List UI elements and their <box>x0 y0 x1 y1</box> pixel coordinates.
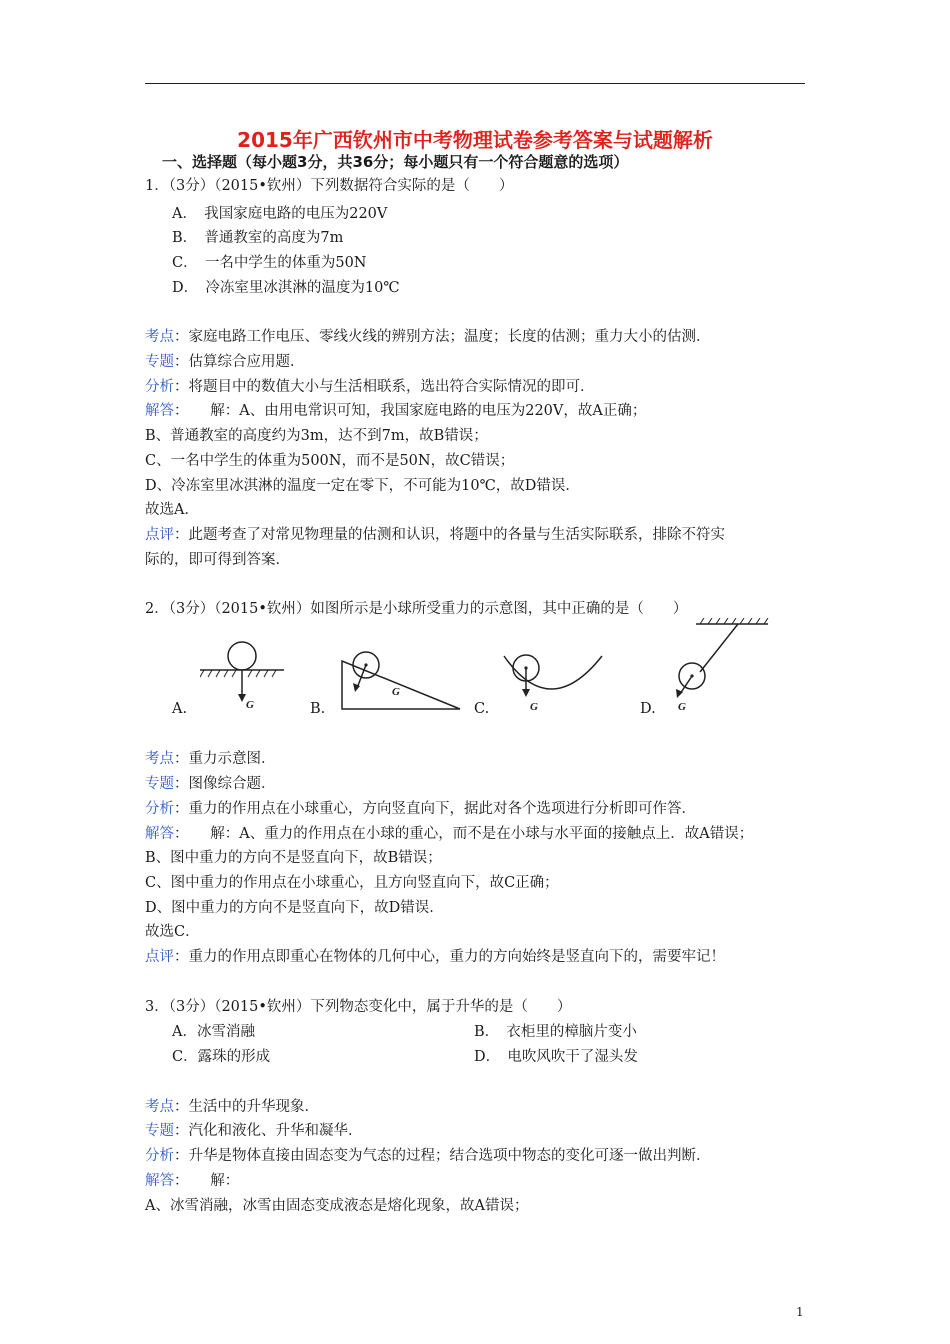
jieda-label: 解答 <box>145 1173 174 1189</box>
figure-a-diagram <box>200 630 290 715</box>
q1-option-c: C． 一名中学生的体重为50N <box>172 255 367 271</box>
dianping-label: 点评 <box>145 949 174 965</box>
q1-fenxi: 分析：将题目中的数值大小与生活相联系，选出符合实际情况的即可． <box>145 379 595 395</box>
q1-solution-line: C、一名中学生的体重为500N，而不是50N，故C错误； <box>145 453 515 469</box>
q2-fenxi: 分析：重力的作用点在小球重心，方向竖直向下，据此对各个选项进行分析即可作答． <box>145 801 696 817</box>
g-label: G <box>678 701 686 713</box>
q2-fig-a-letter: A. <box>172 701 188 717</box>
q1-solution-line: D、冷冻室里冰淇淋的温度一定在零下，不可能为10℃，故D错误． <box>145 478 580 494</box>
q1-dianping-cont: 际的，即可得到答案． <box>145 552 290 568</box>
g-label: G <box>530 701 538 713</box>
q3-option-b: B． 衣柜里的樟脑片变小 <box>474 1024 637 1040</box>
q3-fenxi: 分析：升华是物体直接由固态变为气态的过程；结合选项中物态的变化可逐一做出判断． <box>145 1148 711 1164</box>
section-heading: 一、选择题（每小题3分，共36分；每小题只有一个符合题意的选项） <box>162 153 629 171</box>
q3-option-c: C．露珠的形成 <box>172 1049 271 1065</box>
q3-kaodian: 考点：生活中的升华现象． <box>145 1099 319 1115</box>
q3-option-a: A．冰雪消融 <box>172 1024 255 1040</box>
q1-solution-line: 故选A． <box>145 502 199 518</box>
q2-solution-line: B、图中重力的方向不是竖直向下，故B错误； <box>145 850 442 866</box>
q2-jieda: 解答： 解：A、重力的作用点在小球的重心，而不是在小球与水平面的接触点上．故A错误； <box>145 826 754 842</box>
zhuanti-label: 专题 <box>145 354 174 370</box>
figure-d-diagram <box>664 618 774 718</box>
g-label: G <box>246 699 254 711</box>
q1-stem: 1．（3分）（2015•钦州）下列数据符合实际的是（ ） <box>145 178 514 194</box>
q2-solution-line: 故选C． <box>145 924 200 940</box>
kaodian-label: 考点 <box>145 329 174 345</box>
q3-solution-line: A、冰雪消融，冰雪由固态变成液态是熔化现象，故A错误； <box>145 1198 529 1214</box>
q1-option-d: D． 冷冻室里冰淇淋的温度为10℃ <box>172 280 400 296</box>
q2-fig-d-letter: D. <box>640 701 656 717</box>
q2-zhuanti: 专题：图像综合题． <box>145 776 276 792</box>
q2-fig-c-letter: C. <box>474 701 490 717</box>
q1-solution-line: B、普通教室的高度约为3m，达不到7m，故B错误； <box>145 428 488 444</box>
dianping-label: 点评 <box>145 527 174 543</box>
kaodian-label: 考点 <box>145 751 174 767</box>
fenxi-label: 分析 <box>145 1148 174 1164</box>
page-title: 2015年广西钦州市中考物理试卷参考答案与试题解析 <box>237 128 713 152</box>
q3-option-d: D． 电吹风吹干了湿头发 <box>474 1049 638 1065</box>
figure-c-diagram <box>498 650 608 715</box>
jieda-label: 解答 <box>145 826 174 842</box>
g-label: G <box>392 686 400 698</box>
q3-jieda: 解答： 解： <box>145 1173 240 1189</box>
fenxi-label: 分析 <box>145 801 174 817</box>
kaodian-label: 考点 <box>145 1099 174 1115</box>
zhuanti-label: 专题 <box>145 1123 174 1139</box>
q1-dianping: 点评：此题考查了对常见物理量的估测和认识，将题中的各量与生活实际联系，排除不符实 <box>145 527 725 543</box>
zhuanti-label: 专题 <box>145 776 174 792</box>
jieda-label: 解答 <box>145 403 174 419</box>
figure-b-diagram <box>336 645 466 715</box>
q3-stem: 3．（3分）（2015•钦州）下列物态变化中，属于升华的是（ ） <box>145 999 572 1015</box>
q2-dianping: 点评：重力的作用点即重心在物体的几何中心，重力的方向始终是竖直向下的，需要牢记！ <box>145 949 725 965</box>
q2-solution-line: C、图中重力的作用点在小球重心，且方向竖直向下，故C正确； <box>145 875 559 891</box>
header-rule <box>145 83 805 84</box>
q1-option-a: A． 我国家庭电路的电压为220V <box>172 206 388 222</box>
page-number: 1 <box>796 1305 804 1319</box>
q1-jieda: 解答： 解：A、由用电常识可知，我国家庭电路的电压为220V，故A正确； <box>145 403 647 419</box>
q1-kaodian: 考点：家庭电路工作电压、零线火线的辨别方法；温度；长度的估测；重力大小的估测． <box>145 329 711 345</box>
q1-zhuanti: 专题：估算综合应用题． <box>145 354 305 370</box>
q2-solution-line: D、图中重力的方向不是竖直向下，故D错误． <box>145 900 444 916</box>
q2-fig-b-letter: B. <box>310 701 326 717</box>
fenxi-label: 分析 <box>145 379 174 395</box>
q1-option-b: B． 普通教室的高度为7m <box>172 230 344 246</box>
q2-stem: 2．（3分）（2015•钦州）如图所示是小球所受重力的示意图，其中正确的是（ ） <box>145 601 688 617</box>
q3-zhuanti: 专题：汽化和液化、升华和凝华． <box>145 1123 363 1139</box>
q2-kaodian: 考点：重力示意图． <box>145 751 276 767</box>
